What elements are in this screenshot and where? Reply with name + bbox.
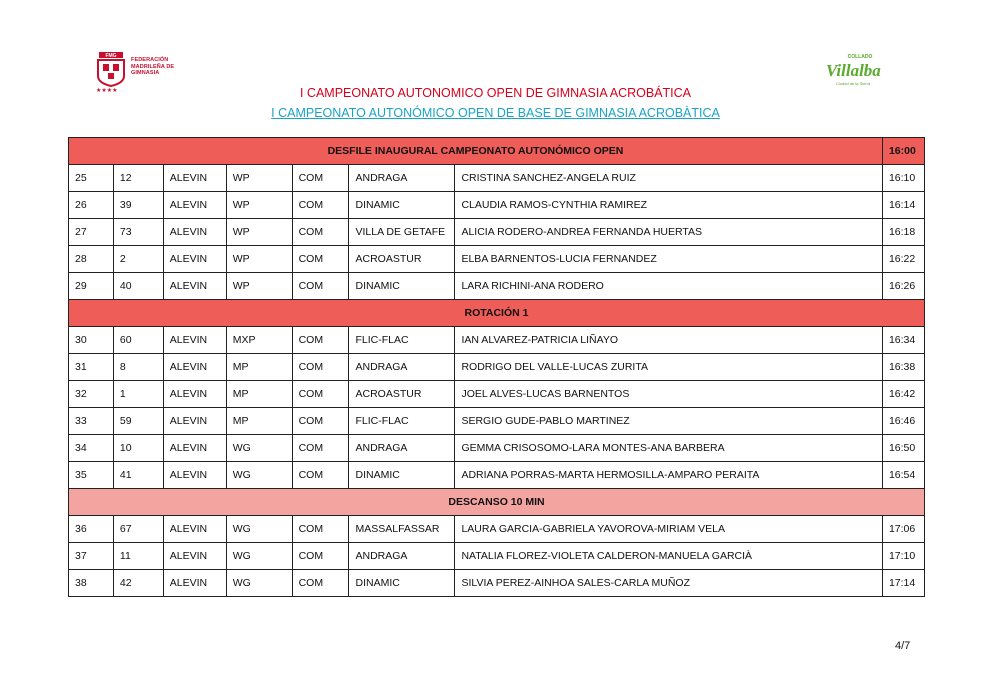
gymnasts-cell: NATALIA FLOREZ-VIOLETA CALDERON-MANUELA GARCIÀ: [455, 543, 882, 570]
villalba-top-text: COLLADO: [847, 54, 873, 60]
modality-cell: WP: [226, 273, 292, 300]
level-cell: COM: [292, 165, 349, 192]
order-cell: 25: [69, 165, 114, 192]
order-cell: 31: [69, 354, 114, 381]
number-cell: 11: [113, 543, 163, 570]
villalba-tagline: Ciudad de la Sierra: [836, 81, 871, 86]
time-cell: 16:42: [882, 381, 924, 408]
number-cell: 41: [113, 462, 163, 489]
table-row: [69, 462, 925, 489]
opening-parade-label: DESFILE INAUGURAL CAMPEONATO AUTONÓMICO OPEN: [69, 138, 883, 165]
modality-cell: WP: [226, 192, 292, 219]
order-cell: 38: [69, 570, 114, 597]
category-cell: ALEVIN: [163, 543, 226, 570]
time-cell: 16:34: [882, 327, 924, 354]
modality-cell: MP: [226, 381, 292, 408]
order-cell: 28: [69, 246, 114, 273]
level-cell: COM: [292, 543, 349, 570]
championship-title: I CAMPEONATO AUTONOMICO OPEN DE GIMNASIA ACROBÁTICA: [299, 86, 692, 100]
number-cell: 39: [113, 192, 163, 219]
modality-cell: WG: [226, 516, 292, 543]
federation-name-line: MADRILEÑA DE: [131, 63, 175, 70]
time-cell: 16:10: [882, 165, 924, 192]
time-cell: 16:46: [882, 408, 924, 435]
table-row: [69, 327, 925, 354]
page-number: 4/7: [895, 640, 911, 652]
category-cell: ALEVIN: [163, 435, 226, 462]
category-cell: ALEVIN: [163, 516, 226, 543]
category-cell: ALEVIN: [163, 327, 226, 354]
modality-cell: WP: [226, 219, 292, 246]
table-row: [69, 219, 925, 246]
time-cell: 16:38: [882, 354, 924, 381]
time-cell: 17:14: [882, 570, 924, 597]
modality-cell: MP: [226, 354, 292, 381]
level-cell: COM: [292, 570, 349, 597]
federation-name: [131, 57, 174, 77]
table-row: [69, 435, 925, 462]
order-cell: 33: [69, 408, 114, 435]
gymnasts-cell: IAN ALVAREZ-PATRICIA LIÑAYO: [455, 327, 882, 354]
rotation-row: [69, 300, 925, 327]
modality-cell: WG: [226, 543, 292, 570]
time-cell: 16:50: [882, 435, 924, 462]
federation-name-line: GIMNASIA: [131, 70, 160, 76]
gymnasts-cell: SILVIA PEREZ-AINHOA SALES-CARLA MUÑOZ: [455, 570, 882, 597]
club-cell: ACROASTUR: [349, 246, 455, 273]
category-cell: ALEVIN: [163, 570, 226, 597]
gymnasts-cell: JOEL ALVES-LUCAS BARNENTOS: [455, 381, 882, 408]
number-cell: 42: [113, 570, 163, 597]
level-cell: COM: [292, 435, 349, 462]
modality-cell: WG: [226, 462, 292, 489]
modality-cell: WG: [226, 435, 292, 462]
gymnasts-cell: RODRIGO DEL VALLE-LUCAS ZURITA: [455, 354, 882, 381]
level-cell: COM: [292, 354, 349, 381]
modality-cell: WP: [226, 165, 292, 192]
gymnasts-cell: GEMMA CRISOSOMO-LARA MONTES-ANA BARBERA: [455, 435, 882, 462]
order-cell: 29: [69, 273, 114, 300]
club-cell: ANDRAGA: [349, 165, 455, 192]
time-cell: 16:14: [882, 192, 924, 219]
break-label: DESCANSO 10 MIN: [69, 489, 925, 516]
table-row: [69, 354, 925, 381]
level-cell: COM: [292, 246, 349, 273]
category-cell: ALEVIN: [163, 192, 226, 219]
base-championship-title: I CAMPEONATO AUTONÓMICO OPEN DE BASE DE GIMNASIA ACROBÀTICA: [271, 106, 720, 120]
order-cell: 34: [69, 435, 114, 462]
emblem-text: FMG: [105, 53, 117, 59]
time-cell: 16:54: [882, 462, 924, 489]
level-cell: COM: [292, 273, 349, 300]
table-row: [69, 273, 925, 300]
gymnasts-cell: LAURA GARCIA-GABRIELA YAVOROVA-MIRIAM VELA: [455, 516, 882, 543]
rotation-label: ROTACIÓN 1: [69, 300, 925, 327]
level-cell: COM: [292, 381, 349, 408]
opening-parade-row: [69, 138, 925, 165]
time-cell: 17:06: [882, 516, 924, 543]
number-cell: 12: [113, 165, 163, 192]
modality-cell: WG: [226, 570, 292, 597]
gymnasts-cell: LARA RICHINI-ANA RODERO: [455, 273, 882, 300]
category-cell: ALEVIN: [163, 381, 226, 408]
table-row: [69, 165, 925, 192]
gymnasts-cell: ELBA BARNENTOS-LUCIA FERNANDEZ: [455, 246, 882, 273]
level-cell: COM: [292, 516, 349, 543]
federation-name-line: FEDERACIÓN: [131, 57, 169, 63]
level-cell: COM: [292, 192, 349, 219]
time-cell: 16:18: [882, 219, 924, 246]
club-cell: MASSALFASSAR: [349, 516, 455, 543]
number-cell: 8: [113, 354, 163, 381]
gymnasts-cell: CLAUDIA RAMOS-CYNTHIA RAMIREZ: [455, 192, 882, 219]
number-cell: 60: [113, 327, 163, 354]
order-cell: 37: [69, 543, 114, 570]
modality-cell: MP: [226, 408, 292, 435]
opening-parade-time: 16:00: [882, 138, 924, 165]
level-cell: COM: [292, 327, 349, 354]
number-cell: 59: [113, 408, 163, 435]
table-row: [69, 246, 925, 273]
svg-text:★★★★: ★★★★: [96, 87, 118, 94]
number-cell: 2: [113, 246, 163, 273]
number-cell: 10: [113, 435, 163, 462]
category-cell: ALEVIN: [163, 408, 226, 435]
modality-cell: MXP: [226, 327, 292, 354]
table-row: [69, 408, 925, 435]
table-row: [69, 543, 925, 570]
order-cell: 36: [69, 516, 114, 543]
time-cell: 17:10: [882, 543, 924, 570]
club-cell: DINAMIC: [349, 192, 455, 219]
table-row: [69, 381, 925, 408]
order-cell: 30: [69, 327, 114, 354]
table-row: [69, 516, 925, 543]
level-cell: COM: [292, 219, 349, 246]
club-cell: ANDRAGA: [349, 354, 455, 381]
club-cell: FLIC-FLAC: [349, 408, 455, 435]
gymnasts-cell: CRISTINA SANCHEZ-ANGELA RUIZ: [455, 165, 882, 192]
table-row: [69, 192, 925, 219]
break-row: [69, 489, 925, 516]
club-cell: ANDRAGA: [349, 435, 455, 462]
gymnasts-cell: ALICIA RODERO-ANDREA FERNANDA HUERTAS: [455, 219, 882, 246]
category-cell: ALEVIN: [163, 462, 226, 489]
club-cell: DINAMIC: [349, 462, 455, 489]
club-cell: VILLA DE GETAFE: [349, 219, 455, 246]
club-cell: ANDRAGA: [349, 543, 455, 570]
club-cell: FLIC-FLAC: [349, 327, 455, 354]
time-cell: 16:22: [882, 246, 924, 273]
modality-cell: WP: [226, 246, 292, 273]
gymnasts-cell: ADRIANA PORRAS-MARTA HERMOSILLA-AMPARO PERAITA: [455, 462, 882, 489]
number-cell: 1: [113, 381, 163, 408]
villalba-main-text: Villalba: [826, 61, 881, 80]
category-cell: ALEVIN: [163, 246, 226, 273]
order-cell: 35: [69, 462, 114, 489]
time-cell: 16:26: [882, 273, 924, 300]
order-cell: 26: [69, 192, 114, 219]
order-cell: 27: [69, 219, 114, 246]
level-cell: COM: [292, 408, 349, 435]
category-cell: ALEVIN: [163, 354, 226, 381]
club-cell: DINAMIC: [349, 570, 455, 597]
table-row: [69, 570, 925, 597]
gymnasts-cell: SERGIO GUDE-PABLO MARTINEZ: [455, 408, 882, 435]
category-cell: ALEVIN: [163, 273, 226, 300]
number-cell: 40: [113, 273, 163, 300]
club-cell: DINAMIC: [349, 273, 455, 300]
schedule-table: [68, 137, 925, 597]
level-cell: COM: [292, 462, 349, 489]
club-cell: ACROASTUR: [349, 381, 455, 408]
order-cell: 32: [69, 381, 114, 408]
category-cell: ALEVIN: [163, 165, 226, 192]
category-cell: ALEVIN: [163, 219, 226, 246]
number-cell: 67: [113, 516, 163, 543]
number-cell: 73: [113, 219, 163, 246]
